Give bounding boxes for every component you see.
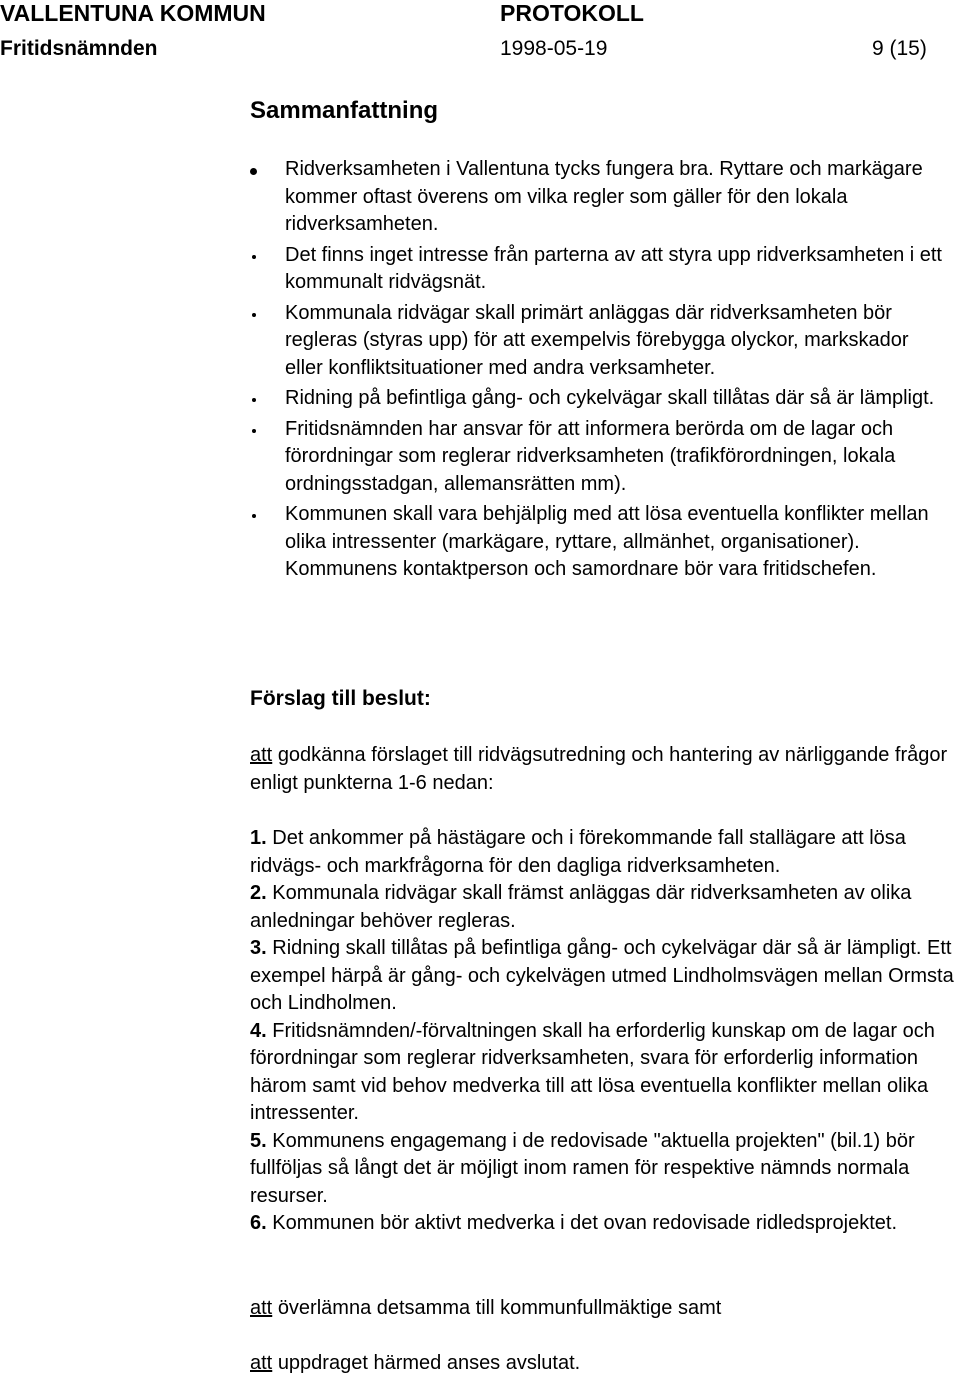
point-number: 2. <box>250 882 267 904</box>
bullet-icon <box>250 168 257 175</box>
decision-point <box>250 880 955 935</box>
bullet-icon <box>252 514 256 518</box>
list-item-text: Fritidsnämnden har ansvar för att informera berörda om de lagar och förordningar som reglerar ridverksamheten (trafikförordningen, lokala ordningsstadgan, allemansrätten mm). <box>285 417 896 495</box>
point-text: Ridning skall tillåtas på befintliga gång- och cykelvägar där så är lämpligt. Ett exempel härpå är gång- och cykelvägen utmed Lindholmsvägen mellan Ormsta och Lindholmen. <box>250 937 954 1014</box>
point-number: 1. <box>250 827 267 849</box>
point-text: Det ankommer på hästägare och i förekommande fall stallägare att lösa ridvägs- och markfrågorna för den dagliga ridverksamheten. <box>250 827 906 877</box>
closing-line-2 <box>250 1350 955 1378</box>
closing-text-2: uppdraget härmed anses avslutat. <box>277 1352 581 1374</box>
bullet-icon <box>252 255 256 259</box>
document-type: PROTOKOLL <box>500 0 644 26</box>
decision-points <box>250 825 955 1238</box>
proposal-title: Förslag till beslut: <box>250 687 431 710</box>
meeting-date: 1998-05-19 <box>500 37 608 60</box>
decision-point <box>250 1128 955 1211</box>
closing-line-1 <box>250 1295 955 1323</box>
committee-name: Fritidsnämnden <box>0 37 158 60</box>
list-item <box>250 242 950 297</box>
org-name: VALLENTUNA KOMMUN <box>0 0 266 26</box>
bullet-icon <box>252 313 256 317</box>
point-number: 4. <box>250 1019 267 1042</box>
point-text: Kommunala ridvägar skall främst anläggas där ridverksamheten av olika anledningar behöver regleras. <box>250 882 912 932</box>
decision-point <box>250 1210 955 1238</box>
point-text: Kommunen bör aktivt medverka i det ovan redovisade ridledsprojektet. <box>272 1212 898 1234</box>
list-item <box>250 501 950 584</box>
decision-point <box>250 1018 955 1128</box>
att-keyword: att <box>250 1352 273 1374</box>
list-item <box>250 300 950 383</box>
decision-point <box>250 935 955 1018</box>
att-keyword: att <box>250 1297 273 1319</box>
list-item-text: Det finns inget intresse från parterna av att styra upp ridverksamheten i ett kommunalt ridvägsnät. <box>285 243 942 293</box>
point-number: 6. <box>250 1212 267 1234</box>
list-item-text: Kommunen skall vara behjälplig med att lösa eventuella konflikter mellan olika intressenter (markägare, ryttare, allmänhet, organisationer). Kommunens kontaktperson och samordnare bör vara fritidschefen. <box>285 503 929 580</box>
att-keyword: att <box>250 744 273 766</box>
list-item-text: Kommunala ridvägar skall primärt anläggas där ridverksamheten bör regleras (styras upp) för att exempelvis förebygga olyckor, markskador eller konfliktsituationer med andra verksamheter. <box>285 301 909 379</box>
page-number: 9 (15) <box>872 37 927 60</box>
point-text: Fritidsnämnden/-förvaltningen skall ha erforderlig kunskap om de lagar och förordningar som reglerar ridverksamheten, svara för erforderlig information härom samt vid behov medverka till att lösa eventuella konflikter mellan olika intressenter. <box>250 1019 935 1124</box>
summary-title: Sammanfattning <box>250 97 439 124</box>
closing-text-1: överlämna detsamma till kommunfullmäktige samt <box>277 1297 722 1319</box>
list-item <box>250 385 950 413</box>
point-number: 3. <box>250 937 267 959</box>
list-item-text: Ridverksamheten i Vallentuna tycks fungera bra. Ryttare och markägare kommer oftast överens om vilka regler som gäller för den lokala ridverksamheten. <box>285 158 923 235</box>
list-item <box>250 416 950 499</box>
bullet-icon <box>252 429 256 433</box>
list-item <box>250 156 950 239</box>
proposal-intro <box>250 742 955 797</box>
decision-point <box>250 825 955 880</box>
point-number: 5. <box>250 1129 267 1152</box>
list-item-text: Ridning på befintliga gång- och cykelvägar skall tillåtas där så är lämpligt. <box>285 387 935 409</box>
summary-list <box>250 156 950 584</box>
point-text: Kommunens engagemang i de redovisade "aktuella projekten" (bil.1) bör fullföljas så långt det är möjligt inom ramen för respektive nämnds normala resurser. <box>250 1129 915 1207</box>
bullet-icon <box>252 398 256 402</box>
proposal-intro-text: godkänna förslaget till ridvägsutredning och hantering av närliggande frågor enligt punkterna 1-6 nedan: <box>250 744 948 794</box>
